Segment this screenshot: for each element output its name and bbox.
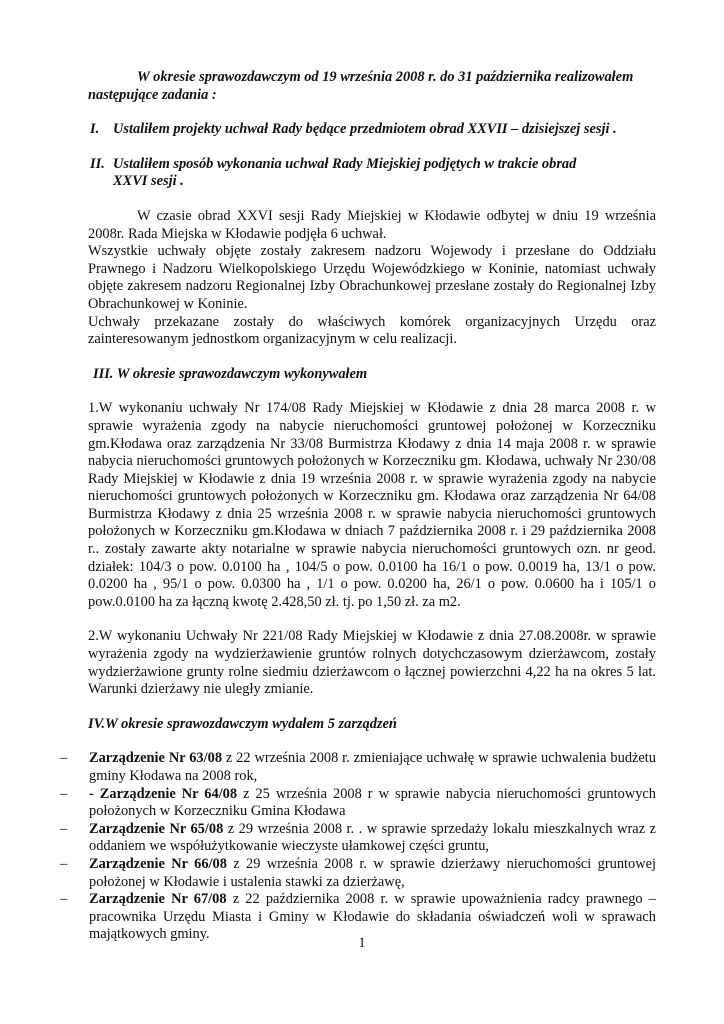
order-description: z 22 września 2008 r. zmieniające uchwałę w sprawie uchwalenia budżetu gminy Kłodawa na 2008 rok, — [89, 750, 656, 784]
section-2-number: II. — [90, 155, 105, 172]
section-2 — [90, 156, 656, 191]
section-3-item-2: 2.W wykonaniu Uchwały Nr 221/08 Rady Miejskiej w Kłodawie z dnia 27.08.2008r. w sprawie wyrażenia zgody na wydzierżawienie gruntów rolnych dotychczasowym dzierżawcom, zostały wydzierżawione grunty rolne siedmiu dzierżawcom o łącznej powierzchni 4,22 ha na okres 5 lat. Warunki dzierżawy nie uległy zmianie. — [88, 628, 656, 698]
order-description: z 22 października 2008 r. w sprawie upoważnienia radcy prawnego – pracownika Urzędu Miasta i Gminy w Kłodawie do składania oświadczeń woli w sprawach majątkowych gminy. — [89, 891, 656, 943]
list-dash: – — [60, 855, 68, 872]
intro-line-1: W okresie sprawozdawczym od 19 września 2008 r. do 31 października realizowałem — [137, 69, 634, 85]
body-paragraph-1: W czasie obrad XXVI sesji Rady Miejskiej w Kłodawie odbytej w dniu 19 września 2008r. Rada Miejska w Kłodawie podjęła 6 uchwał. — [88, 207, 656, 242]
section-4-heading: IV.W okresie sprawozdawczym wydałem 5 zarządzeń — [88, 715, 397, 732]
order-description: z 25 września 2008 r w sprawie nabycia nieruchomości gruntowych położonych w Korzeczniku Gmina Kłodawa — [89, 785, 656, 820]
list-item — [59, 856, 656, 891]
orders-list — [59, 750, 656, 944]
document-page — [60, 69, 656, 944]
list-item — [59, 821, 656, 856]
order-description: z 29 września 2008 r. w sprawie dzierżawy nieruchomości gruntowej położonej w Kłodawie i ustalenia stawki za dzierżawę, — [89, 855, 656, 890]
section-2-line-2: XXVI sesji . — [113, 173, 184, 190]
section-1-text: Ustaliłem projekty uchwał Rady będące przedmiotem obrad XXVII – dzisiejszej sesji . — [113, 121, 617, 138]
section-3-heading: III. W okresie sprawozdawczym wykonywałem — [93, 365, 368, 382]
sessions-summary — [88, 208, 656, 349]
body-paragraph-2: Wszystkie uchwały objęte zostały zakresem nadzoru Wojewody i przesłane do Oddziału Prawnego i Nadzoru Wielkopolskiego Urzędu Wojewódzkiego w Koninie, natomiast uchwały objęte zakresem nadzoru Regionalnej Izby Obrachunkowej przesłane zostały do Regionalnej Izby Obrachunkowej w Koninie. — [88, 243, 656, 312]
section-3-item-1: 1.W wykonaniu uchwały Nr 174/08 Rady Miejskiej w Kłodawie z dnia 28 marca 2008 r. w sprawie wyrażenia zgody na nabycie nieruchomości gruntowej położonej w Korzeczniku gm.Kłodawa oraz zarządzenia Nr 33/08 Burmistrza Kłodawy z dnia 14 maja 2008 r. w sprawie nabycia nieruchomości gruntowych położonych w Korzeczniku gm. Kłodawa, uchwały Nr 230/08 Rady Miejskiej w Kłodawie z dnia 19 września 2008 r. w sprawie wyrażenia zgody na nabycie nieruchomości gruntowych położonych w Korzeczniku gm. Kłodawa oraz zarządzenia Nr 64/08 Burmistrza Kłodawy z dnia 25 września 2008 r. w sprawie nabycia nieruchomości gruntowych położonych w Korzeczniku gm.Kłodawa w dniach 7 października 2008 r. i 29 października 2008 r.. zostały zawarte akty notarialne w sprawie nabycia nieruchomości gruntowych ozn. nr geod. działek: 104/3 o pow. 0.0100 ha , 104/5 o pow. 0.0100 ha 16/1 o pow. 0.0019 ha, 13/1 o pow. 0.0200 ha , 95/1 o pow. 0.0300 ha , 1/1 o pow. 0.0200 ha, 26/1 o pow. 0.0600 ha i 105/1 o pow.0.0100 ha za łączną kwotę 2.428,50 zł. tj. po 1,50 zł. za m2. — [88, 400, 656, 610]
list-dash: – — [60, 891, 68, 908]
intro-line-2: następujące zadania : — [88, 86, 217, 103]
list-dash: – — [60, 785, 68, 802]
section-1-number: I. — [90, 121, 100, 138]
list-dash: – — [60, 750, 68, 767]
order-number: Zarządzenie Nr 63/08 — [89, 750, 223, 767]
section-1 — [90, 121, 656, 139]
intro-paragraph — [88, 69, 656, 104]
list-item — [59, 786, 656, 821]
order-number: Zarządzenie Nr 67/08 — [89, 891, 227, 908]
order-number: Zarządzenie Nr 65/08 — [89, 820, 224, 837]
order-number: - Zarządzenie Nr 64/08 — [89, 785, 238, 802]
section-2-line-1: Ustaliłem sposób wykonania uchwał Rady Miejskiej podjętych w trakcie obrad — [113, 155, 577, 172]
order-number: Zarządzenie Nr 66/08 — [89, 855, 227, 872]
section-2-text — [113, 156, 656, 191]
body-paragraph-3: Uchwały przekazane zostały do właściwych komórek organizacyjnych Urzędu oraz zainteresowanym jednostkom organizacyjnym w celu realizacji. — [88, 313, 656, 348]
order-description: z 29 września 2008 r. . w sprawie sprzedaży lokalu mieszkalnych wraz z oddaniem we współużytkowanie wieczyste ułamkowej części gruntu, — [89, 820, 656, 855]
list-dash: – — [60, 820, 68, 837]
page-number: 1 — [358, 935, 366, 951]
list-item — [59, 750, 656, 785]
